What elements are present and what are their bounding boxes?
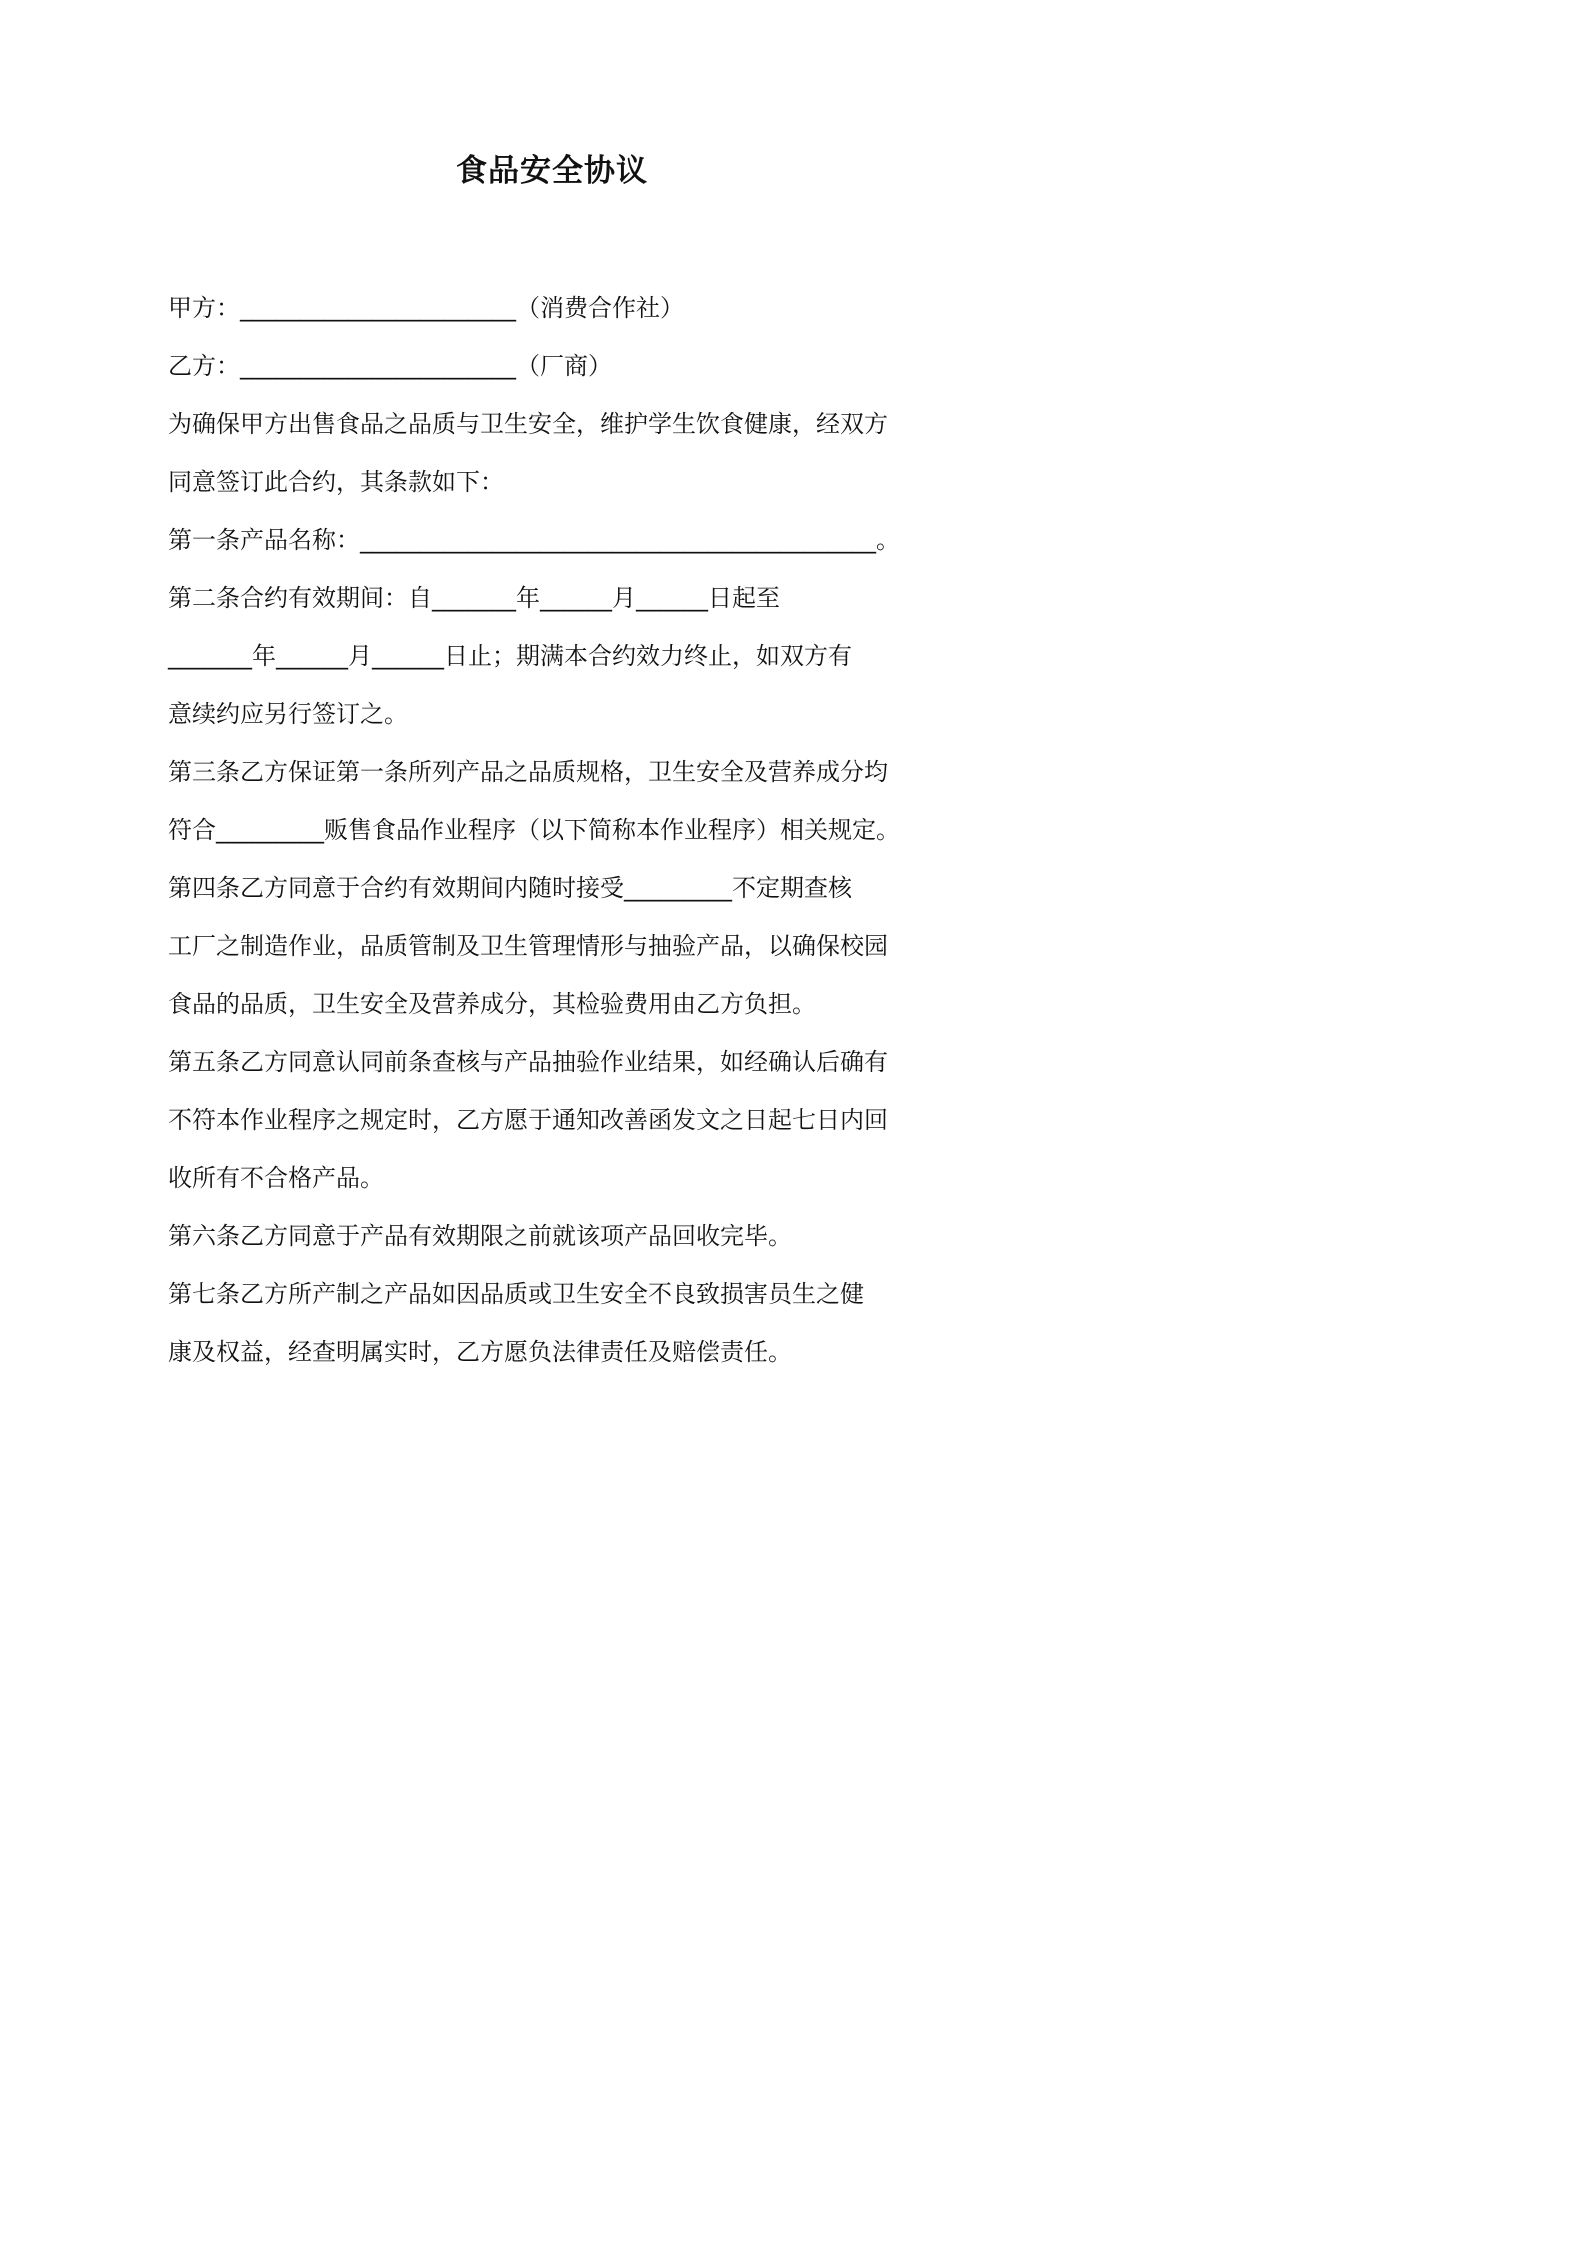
document-body	[168, 279, 948, 1381]
article-5-line-3: 收所有不合格产品。	[168, 1164, 384, 1192]
article-2-line-1: 第二条合约有效期间：自_______年______月______日起至	[168, 584, 780, 612]
article-5-line-2: 不符本作业程序之规定时，乙方愿于通知改善函发文之日起七日内回	[168, 1106, 888, 1134]
article-2-line-3: 意续约应另行签订之。	[168, 700, 408, 728]
article-5-line-1: 第五条乙方同意认同前条查核与产品抽验作业结果，如经确认后确有	[168, 1048, 888, 1076]
article-7-line-2: 康及权益，经查明属实时，乙方愿负法律责任及赔偿责任。	[168, 1338, 792, 1366]
article-3-line-1: 第三条乙方保证第一条所列产品之品质规格，卫生安全及营养成分均	[168, 758, 888, 786]
article-4-line-3: 食品的品质，卫生安全及营养成分，其检验费用由乙方负担。	[168, 990, 816, 1018]
article-3-line-2: 符合_________贩售食品作业程序（以下简称本作业程序）相关规定。	[168, 816, 900, 844]
preamble-line-2: 同意签订此合约，其条款如下：	[168, 468, 504, 496]
article-2-line-2: _______年______月______日止；期满本合约效力终止，如双方有	[168, 642, 852, 670]
article-1-line: 第一条产品名称：___________________________________________。	[168, 526, 900, 554]
party-b-line: 乙方：_______________________（厂商）	[168, 352, 612, 380]
party-a-line: 甲方：_______________________（消费合作社）	[168, 294, 684, 322]
article-7-line-1: 第七条乙方所产制之产品如因品质或卫生安全不良致损害员生之健	[168, 1280, 864, 1308]
preamble-line-1: 为确保甲方出售食品之品质与卫生安全，维护学生饮食健康，经双方	[168, 410, 888, 438]
article-4-line-1: 第四条乙方同意于合约有效期间内随时接受_________不定期查核	[168, 874, 852, 902]
article-6-line: 第六条乙方同意于产品有效期限之前就该项产品回收完毕。	[168, 1222, 792, 1250]
article-4-line-2: 工厂之制造作业，品质管制及卫生管理情形与抽验产品，以确保校园	[168, 932, 888, 960]
document-page	[0, 0, 1104, 1562]
document-title: 食品安全协议	[456, 153, 648, 189]
